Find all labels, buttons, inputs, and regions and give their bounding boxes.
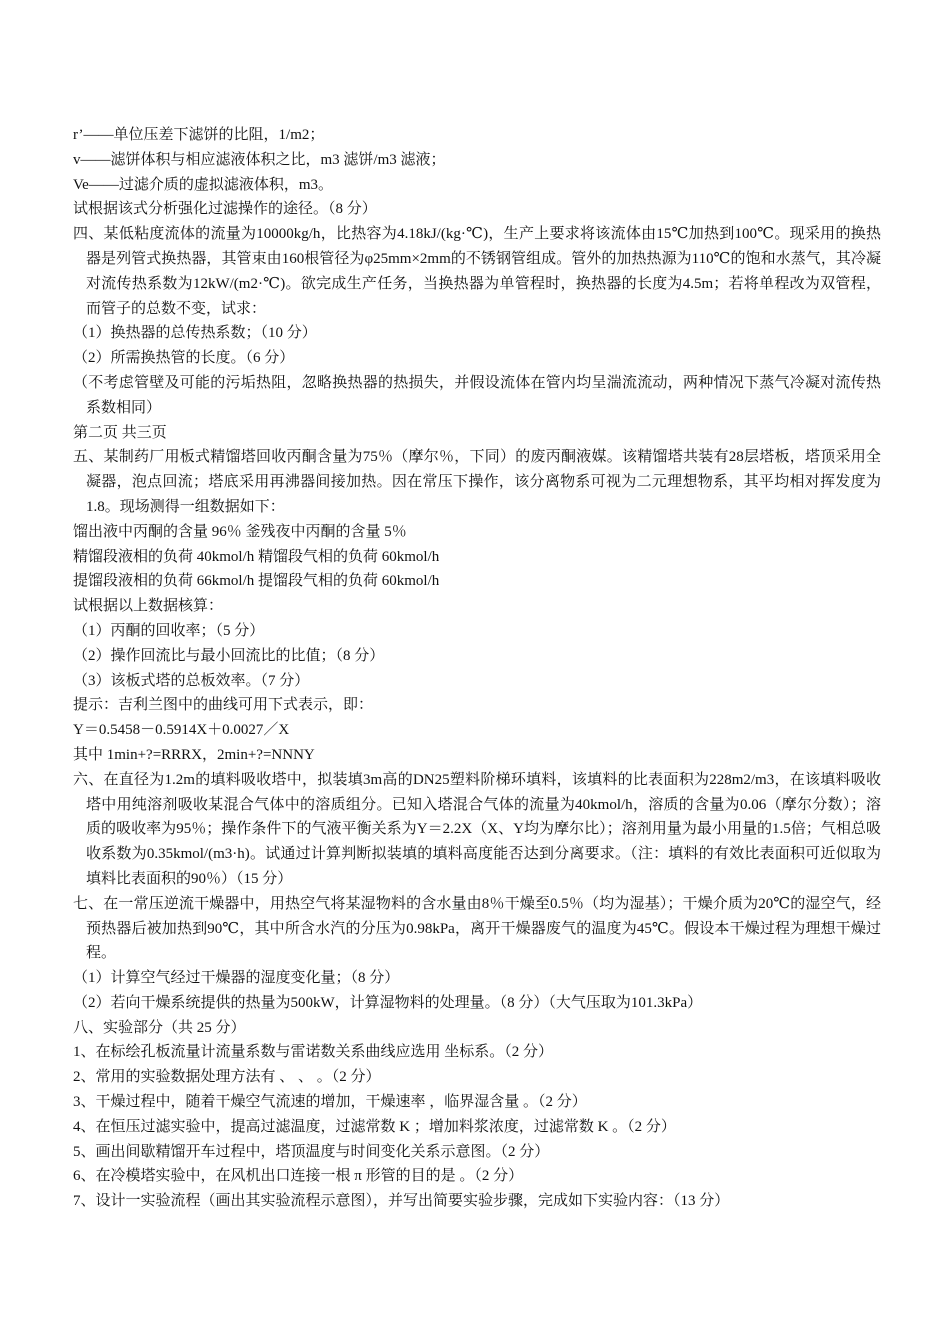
experiment-item: 2、常用的实验数据处理方法有 、 、 。（2 分） [73,1069,381,1086]
experiment-item: 5、画出间歇精馏开车过程中，塔顶温度与时间变化关系示意图。（2 分） [73,1143,550,1160]
question-8-title: 八、实验部分（共 25 分） [73,1019,246,1036]
experiment-item: 7、设计一实验流程（画出其实验流程示意图），并写出简要实验步骤，完成如下实验内容：（13 分） [73,1193,730,1210]
question-4-sub-2: （2）所需换热管的长度。（6 分） [73,350,295,367]
question-5-ask: 试根据以上数据核算： [73,598,224,615]
question-5-hint: 提示：吉利兰图中的曲线可用下式表示，即： [73,697,374,714]
question-6-text: 六、在直径为1.2m的填料吸收塔中，拟装填3m高的DN25塑料阶梯环填料，该填料的比表面积为228m2/m3，在该填料吸收塔中用纯溶剂吸收某混合气体中的溶质组分。已知入塔混合气体的流量为40kmol/h，溶质的含量为0.06（摩尔分数）；溶质的吸收率为95％；操作条件下的气液平衡关系为Y＝2.2X（X、Y均为摩尔比）；溶剂用量为最小用量的1.5倍；气相总吸收系数为0.35kmol/(m3·h)。试通过计算判断拟装填的填料高度能否达到分离要求。（注：填料的有效比表面积可近似取为填料比表面积的90％）（15 分） [73,771,881,887]
question-prompt: 试根据该式分析强化过滤操作的途径。（8 分） [73,201,377,218]
question-5-sub-3: （3）该板式塔的总板效率。（7 分） [73,672,310,689]
definition-line: r’——单位压差下滤饼的比阻，1/m2； [73,127,325,143]
question-5-data-line: 提馏段液相的负荷 66kmol/h 提馏段气相的负荷 60kmol/h [73,573,440,590]
question-5-sub-1: （1）丙酮的回收率；（5 分） [73,622,265,639]
experiment-item: 3、干燥过程中，随着干燥空气流速的增加，干燥速率 ，临界湿含量 。（2 分） [73,1094,587,1111]
question-5-data-line: 馏出液中丙酮的含量 96％ 釜残夜中丙酮的含量 5％ [73,523,407,540]
question-5-sub-2: （2）操作回流比与最小回流比的比值；（8 分） [73,647,385,664]
definition-line: v——滤饼体积与相应滤液体积之比，m3 滤饼/m3 滤液； [73,151,446,168]
question-7-sub-2: （2）若向干燥系统提供的热量为500kW，计算湿物料的处理量。（8 分）（大气压取为101.3kPa） [73,994,703,1011]
question-7-text: 七、在一常压逆流干燥器中，用热空气将某湿物料的含水量由8％干燥至0.5％（均为湿基）；干燥介质为20℃的湿空气，经预热器后被加热到90℃，其中所含水汽的分压为0.98kPa，离开干燥器废气的温度为45℃。假设本干燥过程为理想干燥过程。 [73,895,881,962]
experiment-item: 4、在恒压过滤实验中，提高过滤温度，过滤常数 K ；增加料浆浓度，过滤常数 K 。（2 分） [73,1118,676,1135]
question-5-formula-note: 其中 1min+?=RRRX，2min+?=NNNY [73,746,315,763]
question-5-formula: Y＝0.5458－0.5914X＋0.0027／X [73,722,290,739]
question-5-data-line: 精馏段液相的负荷 40kmol/h 精馏段气相的负荷 60kmol/h [73,548,440,565]
page-marker: 第二页 共三页 [73,424,167,441]
document-page [73,123,881,1214]
definition-line: Ve——过滤介质的虚拟滤液体积，m3。 [73,176,333,193]
question-4-note: （不考虑管壁及可能的污垢热阻，忽略换热器的热损失，并假设流体在管内均呈湍流流动，两种情况下蒸气冷凝对流传热系数相同） [73,374,881,416]
question-4-sub-1: （1）换热器的总传热系数；（10 分） [73,325,317,342]
question-4-text: 四、某低粘度流体的流量为10000kg/h，比热容为4.18kJ/(kg·℃)，生产上要求将该流体由15℃加热到100℃。现采用的换热器是列管式换热器，其管束由160根管径为φ25mm×2mm的不锈钢管组成。管外的加热热源为110℃的饱和水蒸气，其冷凝对流传热系数为12kW/(m2·℃)。欲完成生产任务，当换热器为单管程时，换热器的长度为4.5m；若将单程改为双管程，而管子的总数不变，试求： [73,226,881,317]
question-5-text: 五、某制药厂用板式精馏塔回收丙酮含量为75％（摩尔％，下同）的废丙酮液媒。该精馏塔共装有28层塔板，塔顶采用全凝器，泡点回流；塔底采用再沸器间接加热。因在常压下操作，该分离物系可视为二元理想物系，其平均相对挥发度为1.8。现场测得一组数据如下： [73,449,881,515]
experiment-item: 1、在标绘孔板流量计流量系数与雷诺数关系曲线应选用 坐标系。（2 分） [73,1044,554,1061]
experiment-item: 6、在冷模塔实验中，在风机出口连接一根 π 形管的目的是 。（2 分） [73,1168,524,1185]
question-7-sub-1: （1）计算空气经过干燥器的湿度变化量；（8 分） [73,970,400,987]
